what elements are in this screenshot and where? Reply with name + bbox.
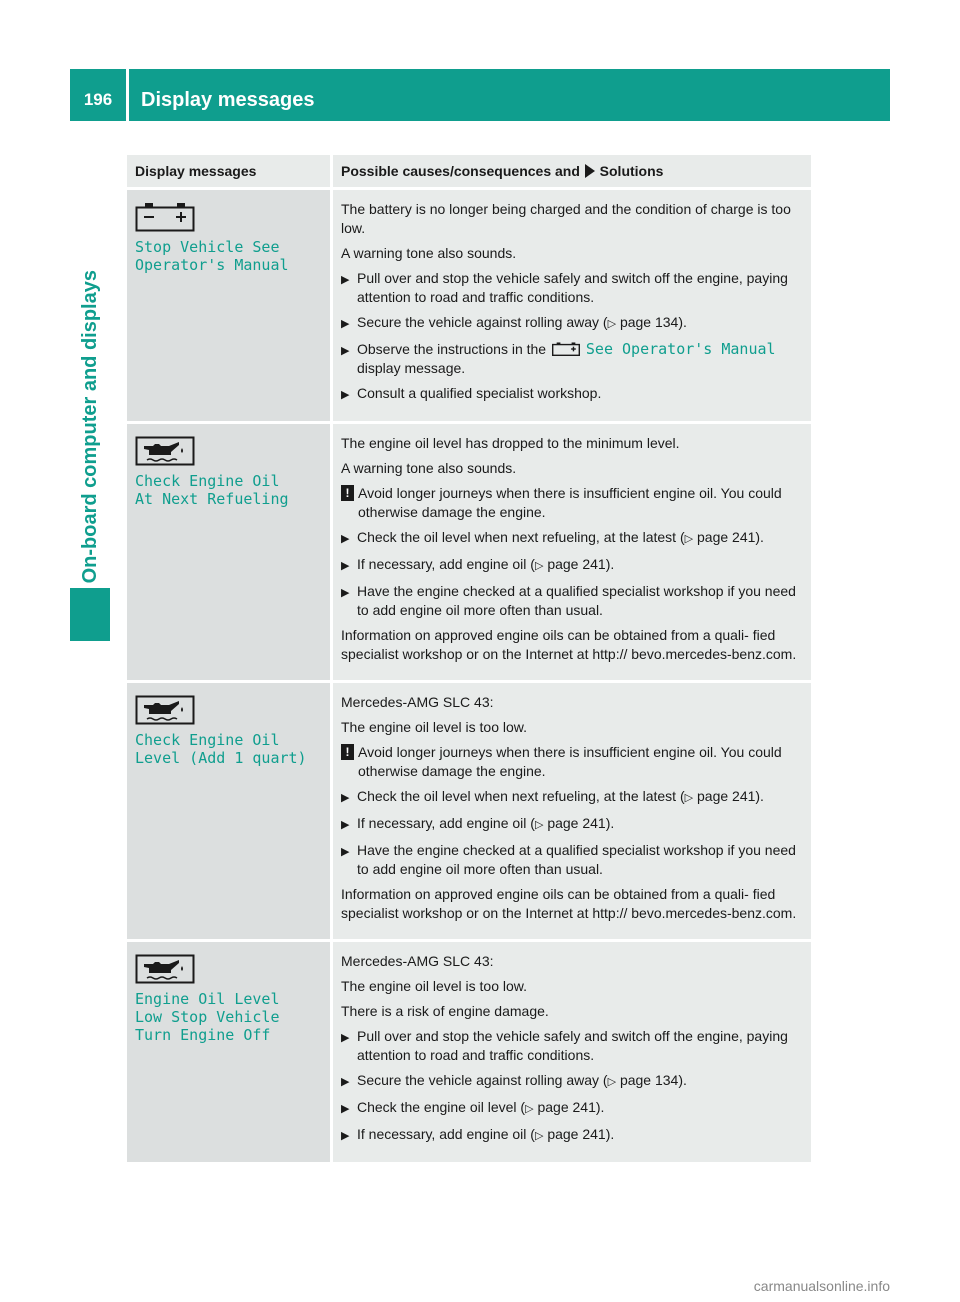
step-text — [357, 313, 687, 334]
display-message-text — [135, 990, 322, 1044]
message-line: Engine Oil Level — [135, 990, 280, 1008]
message-line: Operator's Manual — [135, 256, 289, 274]
step-text — [357, 555, 614, 576]
step-arrow-icon: ▶ — [341, 1076, 350, 1088]
step-arrow-icon: ▶ — [341, 318, 350, 330]
step-arrow-icon: ▶ — [341, 819, 350, 831]
cause-text: The engine oil level has dropped to the minimum level. — [341, 435, 680, 451]
step-text-part: If necessary, add engine oil ( — [357, 815, 535, 831]
table-row — [127, 682, 811, 941]
solution-step — [341, 1125, 803, 1146]
step-text — [357, 787, 764, 808]
side-tab — [70, 121, 110, 641]
cause-text: The engine oil level is too low. — [341, 719, 527, 735]
solution-step — [341, 787, 803, 808]
message-cell — [127, 189, 332, 423]
solution-step — [341, 313, 803, 334]
step-text — [357, 340, 776, 378]
model-text: Mercedes-AMG SLC 43: — [341, 953, 494, 969]
message-cell — [127, 941, 332, 1164]
solution-step — [341, 384, 803, 405]
warning-note — [341, 743, 803, 781]
message-line: Low Stop Vehicle — [135, 1008, 280, 1026]
step-text — [357, 1125, 614, 1146]
warning-icon: ! — [341, 485, 354, 501]
step-text — [357, 528, 764, 549]
message-line: Level (Add 1 quart) — [135, 749, 307, 767]
warning-text: Avoid longer journeys when there is insufficient engine oil. You could otherwise damage the engine. — [358, 485, 782, 520]
solution-cell — [332, 682, 812, 941]
solution-step — [341, 814, 803, 835]
step-text: Pull over and stop the vehicle safely and switch off the engine, paying attention to road and traffic conditions. — [357, 1028, 788, 1063]
step-arrow-icon: ▶ — [341, 389, 350, 401]
message-line: At Next Refueling — [135, 490, 289, 508]
battery-icon — [135, 202, 195, 232]
cause-text: A warning tone also sounds. — [341, 245, 517, 261]
page-reference[interactable]: page 134). — [619, 314, 687, 330]
step-text-part: If necessary, add engine oil ( — [357, 1126, 535, 1142]
inline-display-message: See Operator's Manual — [585, 340, 776, 358]
info-text: Information on approved engine oils can be obtained from a quali- fied specialist workshop or on the Internet at http:// bevo.mercedes-benz.com. — [341, 886, 797, 921]
cause-text: The engine oil level is too low. — [341, 978, 527, 994]
solution-step — [341, 582, 803, 620]
column-header-display-messages: Display messages — [127, 155, 332, 189]
display-message-text — [135, 238, 322, 274]
warning-note — [341, 484, 803, 522]
model-text: Mercedes-AMG SLC 43: — [341, 694, 494, 710]
battery-icon — [552, 341, 580, 357]
page-reference[interactable]: page 241). — [697, 529, 764, 545]
step-text-part: If necessary, add engine oil ( — [357, 556, 535, 572]
solution-cell — [332, 423, 812, 682]
message-line: Check Engine Oil — [135, 472, 280, 490]
table-row — [127, 941, 811, 1164]
page-number: 196 — [83, 90, 113, 109]
step-arrow-icon: ▶ — [341, 587, 350, 599]
step-arrow-icon: ▶ — [341, 345, 350, 357]
page-ref-icon: ▷ — [684, 533, 694, 545]
step-text — [357, 1098, 604, 1119]
display-message-text — [135, 472, 322, 508]
step-arrow-icon: ▶ — [341, 1130, 350, 1142]
cause-text: There is a risk of engine damage. — [341, 1003, 549, 1019]
cause-text: The battery is no longer being charged and the condition of charge is too low. — [341, 201, 791, 236]
step-text-part: Secure the vehicle against rolling away ( — [357, 314, 608, 330]
solution-step — [341, 555, 803, 576]
step-text-part: Check the oil level when next refueling, at the latest ( — [357, 788, 685, 804]
page-reference[interactable]: page 241). — [547, 1126, 615, 1142]
step-arrow-icon: ▶ — [341, 533, 350, 545]
step-text — [357, 1071, 687, 1092]
column-header-solutions — [332, 155, 812, 189]
step-text-part: Secure the vehicle against rolling away ( — [357, 1072, 608, 1088]
solution-step — [341, 528, 803, 549]
solution-step — [341, 1071, 803, 1092]
message-cell — [127, 423, 332, 682]
step-text-part: display message. — [357, 360, 466, 376]
page-ref-icon: ▷ — [534, 819, 544, 831]
step-text-part: Observe the instructions in the — [357, 341, 547, 357]
oil-can-icon — [135, 954, 195, 984]
page-reference[interactable]: page 134). — [619, 1072, 687, 1088]
column-header-solutions-label: Solutions — [599, 163, 664, 179]
step-text: Pull over and stop the vehicle safely and switch off the engine, paying attention to road and traffic conditions. — [357, 270, 788, 305]
solution-step — [341, 1098, 803, 1119]
section-title: Display messages — [141, 89, 315, 111]
step-text-part: Check the engine oil level ( — [357, 1099, 526, 1115]
table-row — [127, 423, 811, 682]
message-cell — [127, 682, 332, 941]
step-arrow-icon: ▶ — [341, 846, 350, 858]
message-line: Check Engine Oil — [135, 731, 280, 749]
page-ref-icon: ▷ — [607, 318, 617, 330]
step-text: Have the engine checked at a qualified specialist workshop if you need to add engine oil more often than usual. — [357, 583, 796, 618]
page-ref-icon: ▷ — [684, 792, 694, 804]
page-reference[interactable]: page 241). — [537, 1099, 605, 1115]
page-reference[interactable]: page 241). — [547, 815, 615, 831]
step-arrow-icon: ▶ — [341, 792, 350, 804]
step-arrow-icon: ▶ — [341, 560, 350, 572]
page-ref-icon: ▷ — [525, 1103, 534, 1115]
header-divider — [126, 69, 129, 121]
side-tab-block — [70, 588, 110, 641]
cause-text: A warning tone also sounds. — [341, 460, 517, 476]
page-ref-icon: ▷ — [607, 1076, 617, 1088]
page-ref-icon: ▷ — [534, 560, 544, 572]
message-line: Turn Engine Off — [135, 1026, 271, 1044]
step-text — [357, 814, 614, 835]
info-text: Information on approved engine oils can be obtained from a quali- fied specialist workshop or on the Internet at http:// bevo.mercedes-benz.com. — [341, 627, 797, 662]
solution-cell — [332, 941, 812, 1164]
column-header-causes: Possible causes/consequences and — [341, 163, 580, 179]
step-arrow-icon: ▶ — [341, 1103, 350, 1115]
solution-cell — [332, 189, 812, 423]
solution-step — [341, 269, 803, 307]
step-text-part: Check the oil level when next refueling, at the latest ( — [357, 529, 685, 545]
watermark: carmanualsonline.info — [753, 1278, 890, 1294]
page-reference[interactable]: page 241). — [547, 556, 615, 572]
side-tab-label: On-board computer and displays — [79, 269, 101, 583]
display-messages-table — [127, 155, 811, 1165]
solution-step — [341, 841, 803, 879]
oil-can-icon — [135, 695, 195, 725]
oil-can-icon — [135, 436, 195, 466]
step-arrow-icon: ▶ — [341, 274, 350, 286]
warning-icon: ! — [341, 744, 354, 760]
solution-arrow-icon — [584, 164, 596, 178]
step-text: Have the engine checked at a qualified specialist workshop if you need to add engine oil more often than usual. — [357, 842, 796, 877]
step-text: Consult a qualified specialist workshop. — [357, 385, 602, 401]
message-line: Stop Vehicle See — [135, 238, 280, 256]
display-message-text — [135, 731, 322, 767]
page-ref-icon: ▷ — [534, 1130, 544, 1142]
solution-step — [341, 340, 803, 378]
table-header-row — [127, 155, 811, 189]
solution-step — [341, 1027, 803, 1065]
step-arrow-icon: ▶ — [341, 1032, 350, 1044]
table-row — [127, 189, 811, 423]
warning-text: Avoid longer journeys when there is insufficient engine oil. You could otherwise damage the engine. — [358, 744, 782, 779]
page-reference[interactable]: page 241). — [697, 788, 764, 804]
